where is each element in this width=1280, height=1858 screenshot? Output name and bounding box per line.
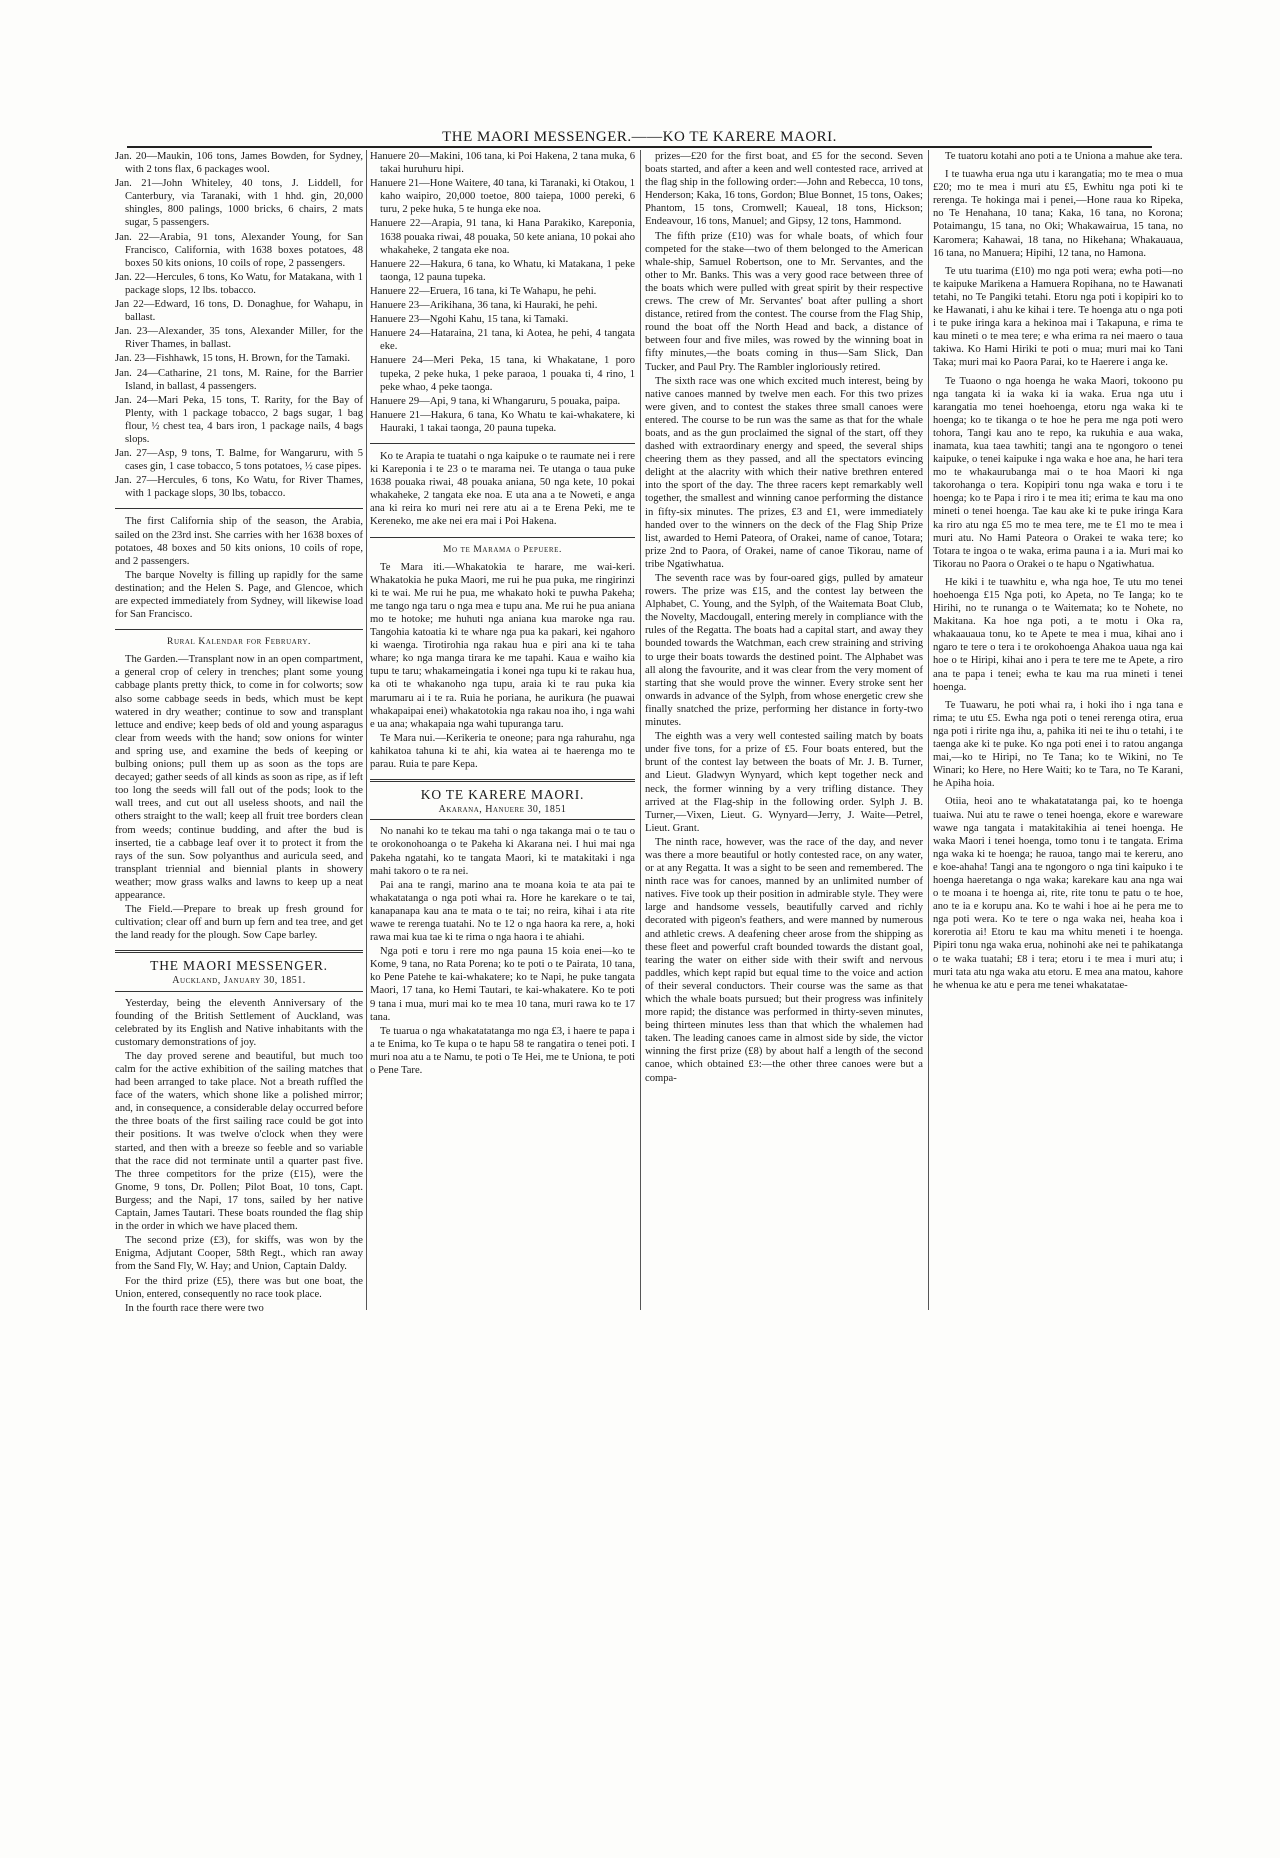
article-paragraph: The day proved serene and beautiful, but much too calm for the active exhibition of the sailing matches that had been arranged to take place. Not a breath ruffled the face of the waters, which shone like a polished mirror; and, in consequence, a considerable delay occurred before the three boats of the first sailing race could be got into their positions. It was twelve o'clock when they were started, and then with a breeze so feeble and so variable that the race did not terminate until a quarter past five. The three competitors for the prize (£15), were the Gnome, 9 tons, Dr. Pollen; Pilot Boat, 10 tons, Capt. Burgess; and the Napi, 17 tons, sailed by her native Captain, James Tautari. These boats rounded the flag ship in the order in which we have placed them. [115, 1050, 363, 1233]
arapia-notice: Ko te Arapia te tuatahi o nga kaipuke o te raumate nei i rere ki Kareponia i te 23 o te marama nei. Te utanga o taua puke 1638 pouaka riwai, 48 pouaka aniana, 50 nga kete, 10 pokai whakaheke, 2 tangata eke noa. E uta ana a te Noweti, e anga ana ki reira ko muri nei rere atu ai a te Erena Peki, me te Kereneko, me ake nei era mai i Poi Hakena. [370, 450, 635, 528]
article-paragraph: The eighth was a very well contested sailing match by boats under five tons, for a prize of £5. Four boats entered, but the brunt of the contest lay between the boats of Mr. J. B. Turner, and Lieut. Gladwyn Wynyard, which kept together neck and neck, the former winning by a very trifling distance. They arrived at the Flag-ship in the following order. Sylph J. B. Turner,—Vixen, Lieut. G. Wynyard—Jerry, J. Waite—Petrel, Lieut. Grant. [645, 731, 923, 834]
column-rule [640, 150, 641, 1310]
rural-kalendar-heading: Rural Kalendar for February. [167, 637, 311, 648]
article-paragraph: In the fourth race there were two [125, 1302, 264, 1314]
shipping-entry: Hanuere 22—Eruera, 16 tana, ki Te Wahapu, he pehi. [370, 285, 597, 297]
shipping-entry: Hanuere 21—Hakura, 6 tana, Ko Whatu te kai-whakatere, ki Hauraki, 1 takai taonga, 20 pauna tupeka. [370, 409, 635, 434]
column-4 [933, 150, 1183, 1840]
shipping-entry: Hanuere 22—Arapia, 91 tana, ki Hana Parakiko, Kareponia, 1638 pouaka riwai, 48 pouaka, 50 kete aniana, 10 pokai aho whakaheke, 2 tangata eke noa. [370, 218, 635, 256]
article-paragraph: The second prize (£3), for skiffs, was won by the Enigma, Adjutant Cooper, 58th Regt., which ran away from the Sand Fly, W. Hay; and Union, Captain Daldy. [115, 1235, 363, 1273]
shipping-entry: Hanuere 23—Arikihana, 36 tana, ki Hauraki, he pehi. [370, 300, 598, 312]
article-paragraph: Te tuarua o nga whakatatatanga mo nga £3, i haere te papa i a te Enima, ko Te kupa o te hapu 58 te rangatira o tenei poti. I muri noa atu a te Namu, te poti o Te Hei, me te Uniona, te poti o Pene Tare. [370, 1025, 635, 1076]
column-rule [366, 150, 367, 1310]
masthead-english: THE MAORI MESSENGER. [150, 958, 328, 974]
article-paragraph: The sixth race was one which excited much interest, being by native canoes manned by twelve men each. For this two prizes were given, and to contest the stakes three small canoes were entered. The course to be run was the same as that for the whale boats, and as the gun proclaimed the signal of the start, off they dashed with extraordinary energy and speed, the several ships cheering them as they passed, and all the spectators evincing delight at the alacrity with which their native brethren entered into the sport of the day. The three racers kept remarkably well together, the smallest and winning canoe performing the distance in fifty-six minutes. The prizes, £3 and £1, were immediately handed over to the winners on the deck of the Flag Ship Prize list, awarded to Hemi Pateora, of Orakei, name of canoe, Totara; prize 2nd to Paora, of Orakei, name of canoe Tikorau, name of tribe Ngatiwhatua. [645, 375, 923, 570]
divider [370, 537, 635, 538]
shipping-entry: Jan. 22—Arabia, 91 tons, Alexander Young, for San Francisco, California, with 1638 boxes potatoes, 48 boxes 50 kits onions, 10 coils of rope, 2 passengers. [115, 231, 363, 269]
shipping-entry: Jan. 27—Asp, 9 tons, T. Balme, for Wangaruru, with 5 cases gin, 1 case tobacco, 5 tons potatoes, ½ case pipes. [115, 448, 363, 473]
article-paragraph: Nga poti e toru i rere mo nga pauna 15 koia enei—ko te Kome, 9 tana, no Rata Porena; ko te poti o te Pairata, 10 tana, ko Pene Patehe te kai-whakatere; ko te Napi, he puke tangata Maori, 17 tana, ko Hemi Tautari, te kai-whakatere. Ko te poti 9 tana i mua, muri mai ko te mea 10 tana, muri rawa ko te 17 tana. [370, 946, 635, 1023]
divider [370, 779, 635, 782]
shipping-entry: Hanuere 29—Api, 9 tana, ki Whangaruru, 5 pouaka, paipa. [370, 395, 621, 407]
garden-paragraph: The Garden.—Transplant now in an open compartment, a general crop of celery in trenches; plant some young cabbage plants pretty thick, to come in for colworts; sow also some cabbage seeds in beds, which must be kept watered in dry weather; continue to sow and transplant lettuce and endive; keep beds of old and young asparagus clear from weeds with the hand; sow onions for winter and spring use, and examine the beds of keeping or bulbing onions; pull them up as soon as the tops are decayed; gather seeds of all kinds as soon as ripe, as if left too long the seeds will fall out of the pods; look to the wall trees, and cut out all useless shoots, and nail the others straight to the wall; keep all fruit tree borders clean from weeds; continue budding, and after the bud is inserted, tie a cabbage leaf over it to protect it from the rays of the sun. Sow polyanthus and auricula seed, and transplant triennial and biennial plants in showery weather; mow grass walks and lawns to keep up a neat appearance. [115, 654, 363, 901]
column-1 [115, 150, 363, 1840]
article-paragraph: prizes—£20 for the first boat, and £5 for the second. Seven boats started, and after a keen and well contested race, arrived at the flag ship in the following order:—John and Rebecca, 10 tons, Henderson; Kaka, 16 tons, Gordon; Blue Bonnet, 15 tons, Oakes; Phantom, 15 tons, Cromwell; Kaueal, 18 tons, Hickson; Endeavour, 16 tons, Manuel; and Gipsy, 12 tons, Hammond. [645, 151, 923, 228]
shipping-entry: Hanuere 24—Meri Peka, 15 tana, ki Whakatane, 1 poro tupeka, 2 peke huka, 1 peke paraoa, 1 pouaka ti, 4 rino, 1 peke whao, 4 peke taonga. [370, 355, 635, 393]
article-paragraph: I te tuawha erua nga utu i karangatia; mo te mea o mua £20; mo te mea i muri atu £5, Ewhitu nga poti ki te rerenga. Te hokinga mai i penei,—Hone raua ko Ripeka, no Te Henahana, 10 tana; Kaka, 16 tana, no Korona; Potaimangu, 15 tana, no Oki; Whakawairua, 15 tana, no Karomera; Kahawai, 18 tana, no Hikehana; Whakauaua, 16 tana, no Manuera; Hipihi, 12 tana, no Hamona. [933, 169, 1183, 259]
article-paragraph: He kiki i te tuawhitu e, wha nga hoe, Te utu mo tenei hoehoenga £15 Nga poti, ko Apeta, no Te Ianga; ko te Hirihi, no te runanga o te Waitemata; ko te Nohete, no Makitana. Ka hoe nga poti, a te motu i Oka ra, whakaauaua tonu, ko te Apete te mea i mua, kihai ano i ngaro te tere o tera i te orokohoenga Ahakoa uaua nga kai hoe o te Hiripi, kihai ano i pera te tere me te Apete, a riro ana te papa i tenei; ewha te kau ma rua mineti i tenei hoenga. [933, 576, 1183, 693]
shipping-entry: Jan. 24—Mari Peka, 15 tons, T. Rarity, for the Bay of Plenty, with 1 package tobacco, 2 bags sugar, 1 bag flour, ½ chest tea, 4 bars iron, 1 package nails, 4 bags slops. [115, 394, 363, 445]
masthead-maori: KO TE KARERE MAORI. [420, 787, 585, 803]
article-paragraph: The seventh race was by four-oared gigs, pulled by amateur rowers. The prize was £15, and the contest lay between the Alphabet, C. Young, and the Sylph, of the Waitemata Boat Club, the Novelty, Macdougall, entering merely in compliance with the rules of the Regatta. The boats had a capital start, and away they bounded towards the Watchman, each crew straining and striving to urge their boats towards the destined point. The Alphabet was all along the favourite, and it was clear from the very moment of starting that she would prove the winner. Every stroke sent her onwards in advance of the Sylph, from whose energetic crew she finally snatched the prize, performing her distance in forty-two minutes. [645, 573, 923, 729]
shipping-entry: Jan. 27—Hercules, 6 tons, Ko Watu, for River Thames, with 1 package slops, 30 lbs, tobacco. [115, 475, 363, 500]
column-3 [645, 150, 923, 1840]
shipping-entry: Hanuere 23—Ngohi Kahu, 15 tana, ki Tamaki. [370, 314, 569, 326]
divider [115, 629, 363, 630]
divider [370, 443, 635, 444]
article-paragraph: Te tuatoru kotahi ano poti a te Uniona a mahue ake tera. [945, 151, 1183, 162]
shipping-entry: Jan 22—Edward, 16 tons, D. Donaghue, for Wahapu, in ballast. [115, 299, 363, 324]
dateline-maori: Akarana, Hanuere 30, 1851 [370, 803, 635, 820]
article-paragraph: The ninth race, however, was the race of the day, and never was there a more beautiful or hotly contested race, on any water, or at any Regatta. It was a sight to be seen and remembered. The ninth race was for canoes, manned by an unlimited number of natives. Five took up their position in admirable style. They were large and handsome vessels, beautifully carved and richly decorated with pigeon's feathers, and were manned by numerous and athletic crews. A deafening cheer arose from the shipping as these fleet and powerful craft bounded towards the distant goal, tearing the water on either side with their swift and nervous paddles, which kept rapid but equal time to the voice and action of their several conductors. Their course was the same as that which the whale boats pursued; but their progress was infinitely more rapid; the distance was performed in thirty-seven minutes, being thirteen minutes less than that which the whalemen had taken. The leading canoes came in almost side by side, the victor winning the first prize (£8) by about half a length of the second canoe, which obtained £3:—the other three canoes were but a compa- [645, 836, 923, 1084]
article-paragraph: Pai ana te rangi, marino ana te moana koia te ata pai te whakatatanga o nga poti whai ra. Hore he karekare o te tai, kanapanapa kau ana te mata o te tai; no reira, kihai i ata rite wawe te rerenga tuatahi. No te 12 o nga haora ka rere, a, hoki rawa mai kua tae ki te rima o nga haora i te ahiahi. [370, 879, 635, 944]
article-paragraph: Te utu tuarima (£10) mo nga poti wera; ewha poti—no te kaipuke Marikena a Hamuera Ropihana, no te Hawanati tetahi, no Te Pangiki tetahi. Etoru nga poti i kopipiri ko to ke Hawanati, i ahu ke kihai i tere. Te hoenga atu o nga poti i te puke iringa kara a hekinoa mai i Takapuna, e rima te kau mineti o te mea tere; e wha erima ra nei maero o taua takiwa. Ko Hami Hiriki te poti o mua; muri mai ko Tani Taka; muri mai ko Paora Parai, ko te Haerere i anga ke. [933, 265, 1183, 369]
divider [115, 950, 363, 953]
divider [115, 508, 363, 509]
column-rule [928, 150, 929, 1310]
shipping-list-maori [370, 150, 635, 435]
california-notice: The first California ship of the season, the Arabia, sailed on the 23rd inst. She carries with her 1638 boxes of potatoes, 48 boxes and 50 kits onions, 10 coils of rope, and 2 passengers. [115, 516, 363, 567]
shipping-entry: Jan. 23—Alexander, 35 tons, Alexander Miller, for the River Thames, in ballast. [115, 326, 363, 351]
article-paragraph: The fifth prize (£10) was for whale boats, of which four competed for the stake—two of them belonged to the American whale-ship, Samuel Robertson, one to Mr. Servantes, and the other to Mr. Banks. This was a very good race between three of the boats which were pulled with great spirit by their respective crews. The crew of Mr. Servantes' boat after pulling a short distance, retired from the contest. The course from the Flag Ship, round the boat off the North Head and back, a distance of between four and five miles, was rowed by the winning boat in fifty minutes,—the boats coming in thus—Sam Slick, Dan Tucker, and Paul Pry. The Rambler ingloriously retired. [645, 230, 923, 373]
article-paragraph: Yesterday, being the eleventh Anniversary of the founding of the British Settlement of Auckland, was celebrated by its English and Native inhabitants with the customary demonstrations of joy. [115, 997, 363, 1048]
field-paragraph: The Field.—Prepare to break up fresh ground for cultivation; clear off and burn up fern and tea tree, and get the land ready for the plough. Sow Cape barley. [115, 904, 363, 942]
shipping-entry: Jan. 23—Fishhawk, 15 tons, H. Brown, for the Tamaki. [115, 353, 351, 365]
shipping-entry: Jan. 21—John Whiteley, 40 tons, J. Liddell, for Canterbury, via Taranaki, with 1 hhd. gin, 20,000 shingles, 800 palings, 1000 bricks, 6 chairs, 2 mats sugar, 5 passengers. [115, 178, 363, 229]
shipping-entry: Jan. 24—Catharine, 21 tons, M. Raine, for the Barrier Island, in ballast, 4 passengers. [115, 367, 363, 392]
article-paragraph: Te Tuaono o nga hoenga he waka Maori, tokoono pu nga tangata ki ia waka ki ia waka. Erua nga utu i karangatia mo tenei hoehoenga, etoru nga waka ki te hoenga; ko te tikanga o te hoe he pera me nga poti wero tohora, Tangi kau ano te repo, ka rukuhia e aua waka, inamata, kua taea tawhiti; tangi ana te ngongoro o tenei kaipuke, o tenei kaipuke i nga waka e hoe ana, he hari tera mo te whakaurubanga mai o te hoa Maori ki nga takorohanga o tera. Kopipiri tonu nga waka e toru i te hoenga; ko te Papa i riro i te mea iti; erima te kau ma ono mineti o tenei hoenga. Tae kau ake ki te puke iringa Kara ka riro atu nga £5 mo te mea tere, me te £1 mo te mea i muri atu. No Hami Pateora o Orakei te waka tere; ko Totara te ingoa o te waka, erima pauna i a ia. Muri mai ko Tikorau no Paora o Orakei o te hapu o Ngatiwhatua. [933, 375, 1183, 570]
article-paragraph: Otiia, heoi ano te whakatatatanga pai, ko te hoenga tuaiwa. Nui atu te rawe o tenei hoenga, ekore e wareware wawe nga tangata i matakitakihia ai tenei hoenga. He waka Maori i tenei hoenga, tomo tonu i te tangata. Erima nga waka ki te hoenga; he rauoa, tango mai te kereru, ano e koe-ahaha! Tangi ana te ngongoro o nga tini kaipuko i te hoenga haeretanga o nga waka; karekare kau ana nga wai o te moana i te hoenga ai, rite, rite tonu te patu o te hoe, ano te ia e korupu ana. Ko te wahi i hoe ai he pera me to nga poti wera. Ko te tere o nga waka nei, heaha koa i korerotia ai! Etoru te kau ma whitu meneti i te hoenga. Pipiri tonu nga waka erua, nohinohi ake nei te pahikatanga o te waka tuatahi; £8 i tera; etoru i te mea i muri atu; i muri tata atu nga waka atu etoru. E mea ana matou, kahore he whenua ke atu e pera me tenei whakatatae- [933, 796, 1183, 991]
article-paragraph: No nanahi ko te tekau ma tahi o nga takanga mai o te tau o te orokonohoanga o te Pakeha ki Akarana nei. I hui mai nga Pakeha ngatahi, ko te tangata Maori, ki te matakitaki i nga mahi takoro o te ra nei. [370, 826, 635, 877]
mara-iti-paragraph: Te Mara iti.—Whakatokia te harare, me wai-keri. Whakatokia he puka Maori, me rui he pua puka, me ringirinzi ki te wai. Me rui he pua, me whakato hoki te puwha Pakeha; me tango nga taru o nga mea e tupu ana. Me rui he pua aniana mo te hotoke; me huhuti nga aniana kua maroke nga rau. Tangohia katoatia ki te whare nga pua ka pakari, kei ngahoro ki waenga. Tirotirohia nga rakau hua e piri ana ki te taha whare; ko nga manga tirara ke me tapahi. Kaua e waiho kia tupu te taru; whakameingatia i konei nga tupu ki te rakau hua, ka oti te whakanoho nga tupu, araia ki te rau puka kia marumaru ai i te ra. Ruia he poriana, he aurikura (he puawai whakapaipai enei) whakatotokia nga rakau noa iho, i nga wahi e ua ana; whakapaia nga wahi tupuranga taru. [370, 561, 635, 730]
mara-nui-paragraph: Te Mara nui.—Kerikeria te oneone; para nga rahurahu, nga kahikatoa tahuna ki te ahi, kia watea ai te haerenga mo te parau. Ruia te pare Kepa. [370, 732, 635, 771]
shipping-entry: Hanuere 24—Hataraina, 21 tana, ki Aotea, he pehi, 4 tangata eke. [370, 328, 635, 353]
article-paragraph: For the third prize (£5), there was but one boat, the Union, entered, consequently no race took place. [115, 1275, 363, 1300]
shipping-entry: Hanuere 20—Makini, 106 tana, ki Poi Hakena, 2 tana muka, 6 takai huruhuru hipi. [370, 151, 635, 176]
page-title: THE MAORI MESSENGER.——KO TE KARERE MAORI. [442, 129, 837, 145]
shipping-entry: Hanuere 22—Hakura, 6 tana, ko Whatu, ki Matakana, 1 peke taonga, 12 pauna tupeka. [370, 258, 635, 283]
novelty-notice: The barque Novelty is filling up rapidly for the same destination; and the Helen S. Page, and Glencoe, which are expected immediately from Sydney, will likewise load for San Francisco. [115, 569, 363, 621]
shipping-entry: Jan. 20—Maukin, 106 tons, James Bowden, for Sydney, with 2 tons flax, 6 packages wool. [115, 151, 363, 176]
column-2 [370, 150, 635, 1840]
shipping-entry: Hanuere 21—Hone Waitere, 40 tana, ki Taranaki, ki Otakou, 1 kaho waipiro, 20,000 toetoe, 800 taiepa, 1000 pereki, 6 turu, 2 peke huka, 5 te hunga eke noa. [370, 178, 635, 216]
shipping-list-english [115, 150, 363, 500]
marama-heading: Mo te Marama o Pepuere. [442, 544, 563, 555]
dateline-english: Auckland, January 30, 1851. [115, 974, 363, 991]
page-header [127, 128, 1152, 148]
shipping-entry: Jan. 22—Hercules, 6 tons, Ko Watu, for Matakana, with 1 package slops, 12 lbs. tobacco. [115, 271, 363, 296]
article-paragraph: Te Tuawaru, he poti whai ra, i hoki iho i nga tana e rima; te utu £5. Ewha nga poti o tenei rerenga otira, erua nga poti i ririte nga ihu, a, pahika iti nei te ihu o tetahi, i te taenga ake ki te puke. Ko nga poti enei i to ratou anganga mai,—ko te Hiripi, no Te Tana; ko te Wikini, no Te Winari; ko Here, no Here Waiti; ko te Tara, no Te Karani, he Apiha hoia. [933, 699, 1183, 790]
